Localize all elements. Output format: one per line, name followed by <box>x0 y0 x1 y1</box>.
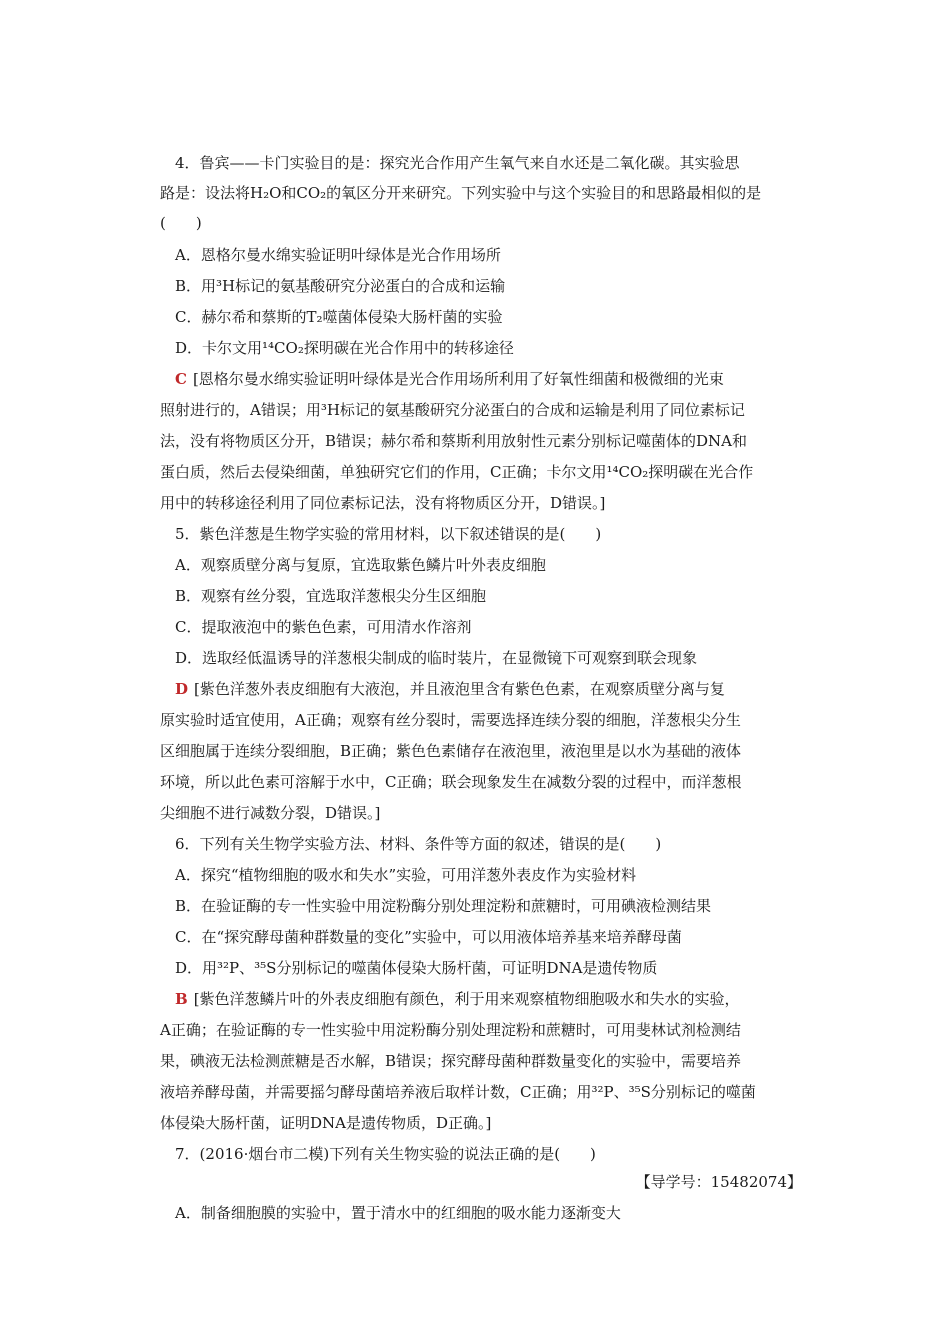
q6-option-d: D．用³²P、³⁵S分别标记的噬菌体侵染大肠杆菌，可证明DNA是遗传物质 <box>175 959 658 977</box>
q6-answer-line-1 <box>175 989 835 1009</box>
q6-stem: 6．下列有关生物学实验方法、材料、条件等方面的叙述，错误的是( ) <box>175 835 662 853</box>
q7-option-a: A．制备细胞膜的实验中，置于清水中的红细胞的吸水能力逐渐变大 <box>175 1204 621 1222</box>
q5-answer-text-1: [紫色洋葱外表皮细胞有大液泡，并且液泡里含有紫色色素，在观察质壁分离与复 <box>194 680 725 698</box>
q7-reference-number: 【导学号：15482074】 <box>635 1173 802 1191</box>
q5-option-c: C．提取液泡中的紫色色素，可用清水作溶剂 <box>175 618 472 636</box>
q6-answer-letter: B <box>175 990 188 1008</box>
q7-stem: 7．(2016·烟台市二模)下列有关生物实验的说法正确的是( ) <box>175 1145 596 1163</box>
q5-answer-letter: D <box>175 680 189 698</box>
q5-option-b: B．观察有丝分裂，宜选取洋葱根尖分生区细胞 <box>175 587 487 605</box>
q5-answer-line-2: 原实验时适宜使用，A正确；观察有丝分裂时，需要选择连续分裂的细胞，洋葱根尖分生 <box>160 711 741 729</box>
q5-stem: 5．紫色洋葱是生物学实验的常用材料，以下叙述错误的是( ) <box>175 525 602 543</box>
q5-answer-line-3: 区细胞属于连续分裂细胞，B正确；紫色色素储存在液泡里，液泡里是以水为基础的液体 <box>160 742 742 760</box>
q4-answer-line-5: 用中的转移途径利用了同位素标记法，没有将物质区分开，D错误。] <box>160 494 606 512</box>
q5-option-a: A．观察质壁分离与复原，宜选取紫色鳞片叶外表皮细胞 <box>175 556 546 574</box>
q4-answer-line-1 <box>175 369 825 389</box>
q6-answer-line-3: 果，碘液无法检测蔗糖是否水解，B错误；探究酵母菌种群数量变化的实验中，需要培养 <box>160 1052 742 1070</box>
q4-answer-text-1: [恩格尔曼水绵实验证明叶绿体是光合作用场所利用了好氧性细菌和极微细的光束 <box>192 370 724 388</box>
q5-answer-line-1 <box>175 679 825 699</box>
q4-stem-line-2: 路是：设法将H₂O和CO₂的氧区分开来研究。下列实验中与这个实验目的和思路最相似的是 <box>160 184 762 202</box>
q4-answer-line-3: 法，没有将物质区分开，B错误；赫尔希和蔡斯利用放射性元素分别标记噬菌体的DNA和 <box>160 432 748 450</box>
q6-answer-line-2: A正确；在验证酶的专一性实验中用淀粉酶分别处理淀粉和蔗糖时，可用斐林试剂检测结 <box>160 1021 741 1039</box>
q4-stem-line-3: ( ) <box>160 214 202 232</box>
q6-option-a: A．探究“植物细胞的吸水和失水”实验，可用洋葱外表皮作为实验材料 <box>175 866 637 884</box>
q4-answer-line-4: 蛋白质，然后去侵染细菌，单独研究它们的作用，C正确；卡尔文用¹⁴CO₂探明碳在光合作 <box>160 463 754 481</box>
q6-answer-line-4: 液培养酵母菌，并需要摇匀酵母菌培养液后取样计数，C正确；用³²P、³⁵S分别标记的噬菌 <box>160 1083 756 1101</box>
q6-answer-text-1: [紫色洋葱鳞片叶的外表皮细胞有颜色，利于用来观察植物细胞吸水和失水的实验， <box>193 990 740 1008</box>
q6-option-b: B．在验证酶的专一性实验中用淀粉酶分别处理淀粉和蔗糖时，可用碘液检测结果 <box>175 897 712 915</box>
q5-option-d: D．选取经低温诱导的洋葱根尖制成的临时装片，在显微镜下可观察到联会现象 <box>175 649 698 667</box>
q4-answer-letter: C <box>175 370 187 388</box>
q6-option-c: C．在“探究酵母菌种群数量的变化”实验中，可以用液体培养基来培养酵母菌 <box>175 928 682 946</box>
q5-answer-line-4: 环境，所以此色素可溶解于水中，C正确；联会现象发生在减数分裂的过程中，而洋葱根 <box>160 773 742 791</box>
q4-option-a: A．恩格尔曼水绵实验证明叶绿体是光合作用场所 <box>175 246 501 264</box>
q4-stem-line-1: 4．鲁宾——卡门实验目的是：探究光合作用产生氧气来自水还是二氧化碳。其实验思 <box>175 154 740 172</box>
q4-option-d: D．卡尔文用¹⁴CO₂探明碳在光合作用中的转移途径 <box>175 339 514 357</box>
q5-answer-line-5: 尖细胞不进行减数分裂，D错误。] <box>160 804 381 822</box>
q4-option-c: C．赫尔希和蔡斯的T₂噬菌体侵染大肠杆菌的实验 <box>175 308 503 326</box>
q6-answer-line-5: 体侵染大肠杆菌，证明DNA是遗传物质，D正确。] <box>160 1114 492 1132</box>
q4-answer-line-2: 照射进行的，A错误；用³H标记的氨基酸研究分泌蛋白的合成和运输是利用了同位素标记 <box>160 401 745 419</box>
q4-option-b: B．用³H标记的氨基酸研究分泌蛋白的合成和运输 <box>175 277 506 295</box>
